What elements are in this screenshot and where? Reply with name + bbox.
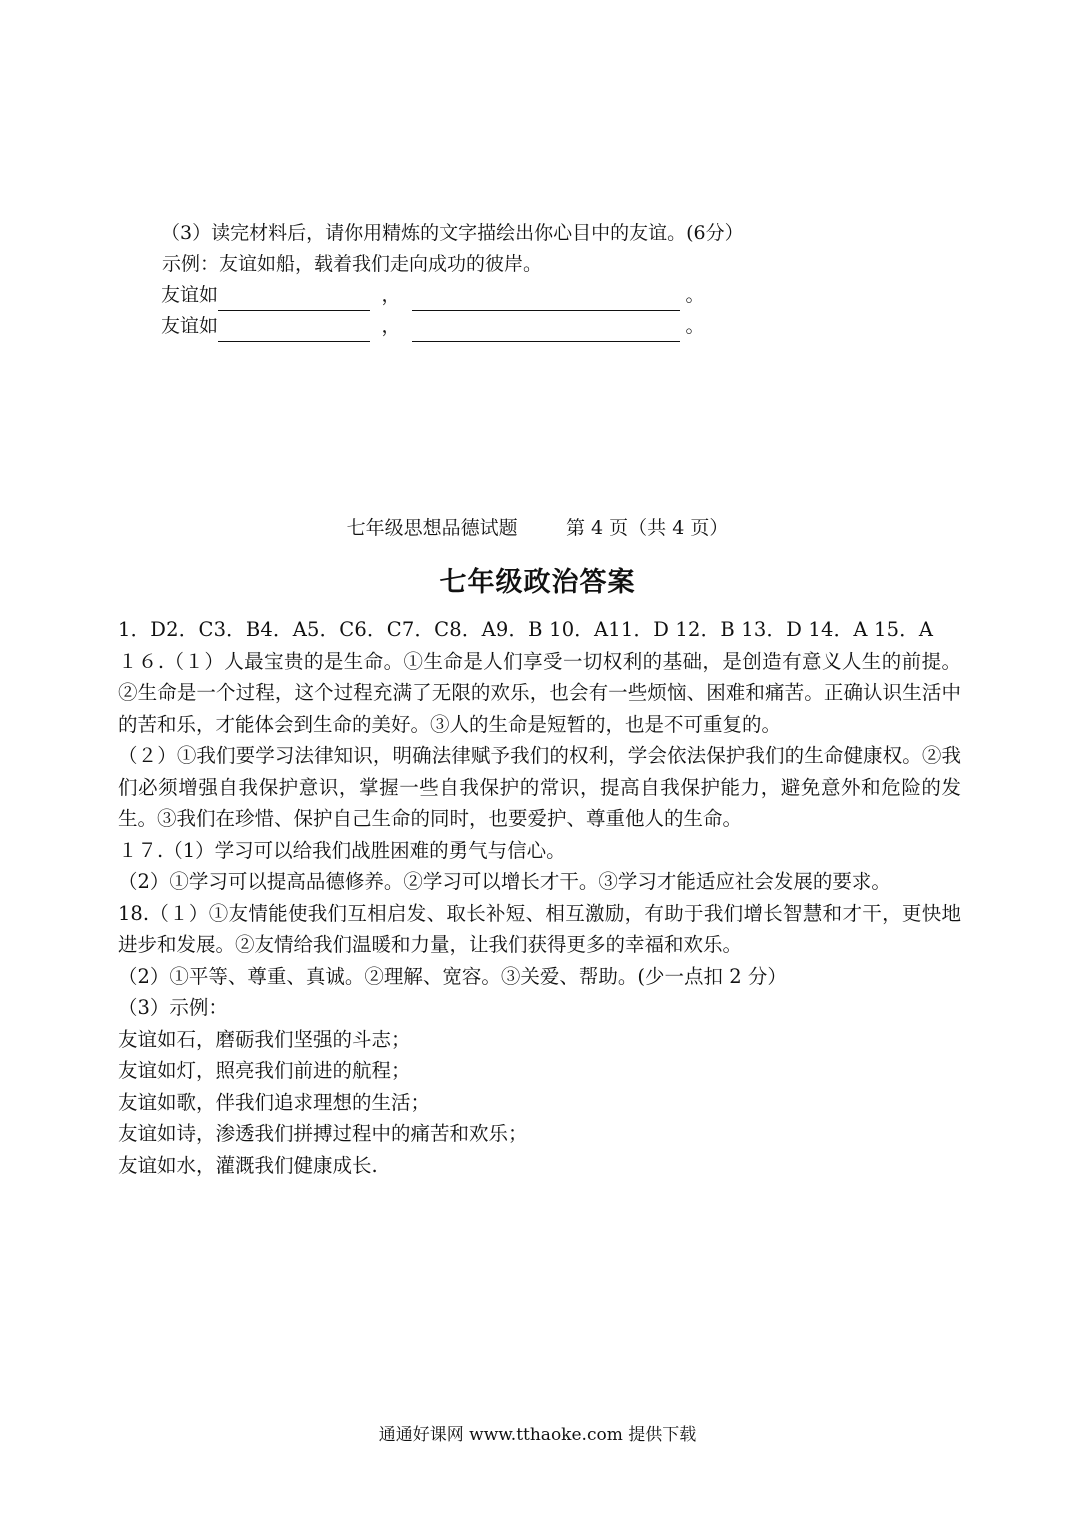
fill-prefix: 友谊如	[161, 315, 219, 337]
site-footer: 通通好课网 www.tthaoke.com 提供下载	[378, 1425, 697, 1445]
question-3-prompt: （3）读完材料后，请你用精炼的文字描绘出你心目中的友谊。(6分）	[161, 222, 744, 244]
fill-comma: ，	[381, 284, 401, 306]
answer-18-1: 18.（１）①友情能使我们互相启发、取长补短、相互激励，有助于我们增长智慧和才干，更快地进步和发展。②友情给我们温暖和力量，让我们获得更多的幸福和欢乐。	[118, 901, 961, 956]
page-footer: 七年级思想品德试题 第 4 页（共 4 页）	[346, 517, 729, 539]
fill-comma: ，	[381, 315, 401, 337]
answer-example-line: 友谊如石，磨砺我们坚强的斗志；	[118, 1027, 411, 1051]
answer-example-line: 友谊如诗，渗透我们拼搏过程中的痛苦和欢乐；	[118, 1122, 528, 1145]
answer-blank-2b[interactable]	[412, 319, 680, 342]
answer-18-2: （2）①平等、尊重、真诚。②理解、宽容。③关爱、帮助。(少一点扣 2 分）	[118, 964, 787, 988]
fill-prefix: 友谊如	[161, 284, 219, 306]
question-3-example: 示例：友谊如船，载着我们走向成功的彼岸。	[162, 253, 543, 275]
answer-blank-2a[interactable]	[218, 319, 370, 342]
answer-list	[118, 614, 961, 1181]
answer-example-line: 友谊如灯，照亮我们前进的航程；	[118, 1059, 411, 1082]
answer-18-3-heading: （3）示例：	[118, 996, 228, 1019]
answer-17-1: １７.（1）学习可以给我们战胜困难的勇气与信心。	[118, 838, 566, 862]
fill-line-2	[161, 311, 744, 342]
answer-16-2: （２）①我们要学习法律知识，明确法律赋予我们的权利，学会依法保护我们的生命健康权。②我们必须增强自我保护意识，掌握一些自我保护的常识，提高自我保护能力，避免意外和危险的发生。③我们在珍惜、保护自己生命的同时，也要爱护、尊重他人的生命。	[118, 744, 961, 830]
answer-title: 七年级政治答案	[439, 567, 636, 598]
answer-example-line: 友谊如水，灌溉我们健康成长.	[118, 1153, 378, 1177]
answer-blank-1a[interactable]	[218, 288, 370, 311]
answer-blank-1b[interactable]	[412, 288, 680, 311]
fill-end: 。	[685, 315, 705, 337]
answer-example-line: 友谊如歌，伴我们追求理想的生活；	[118, 1090, 431, 1114]
answer-17-2: （2）①学习可以提高品德修养。②学习可以增长才干。③学习才能适应社会发展的要求。	[118, 870, 891, 893]
question-3-block	[161, 218, 744, 342]
fill-end: 。	[685, 284, 705, 306]
answer-16-1: １６.（１）人最宝贵的是生命。①生命是人们享受一切权利的基础，是创造有意义人生的前提。②生命是一个过程，这个过程充满了无限的欢乐，也会有一些烦恼、困难和痛苦。正确认识生活中的苦和乐，才能体会到生命的美好。③人的生命是短暂的，也是不可重复的。	[118, 649, 961, 736]
answer-multiple-choice: 1．D2．C3．B4．A5．C6．C7．C8．A9．B 10．A11．D 12．B 13．D 14．A 15．A	[118, 618, 934, 641]
fill-line-1	[161, 280, 744, 311]
